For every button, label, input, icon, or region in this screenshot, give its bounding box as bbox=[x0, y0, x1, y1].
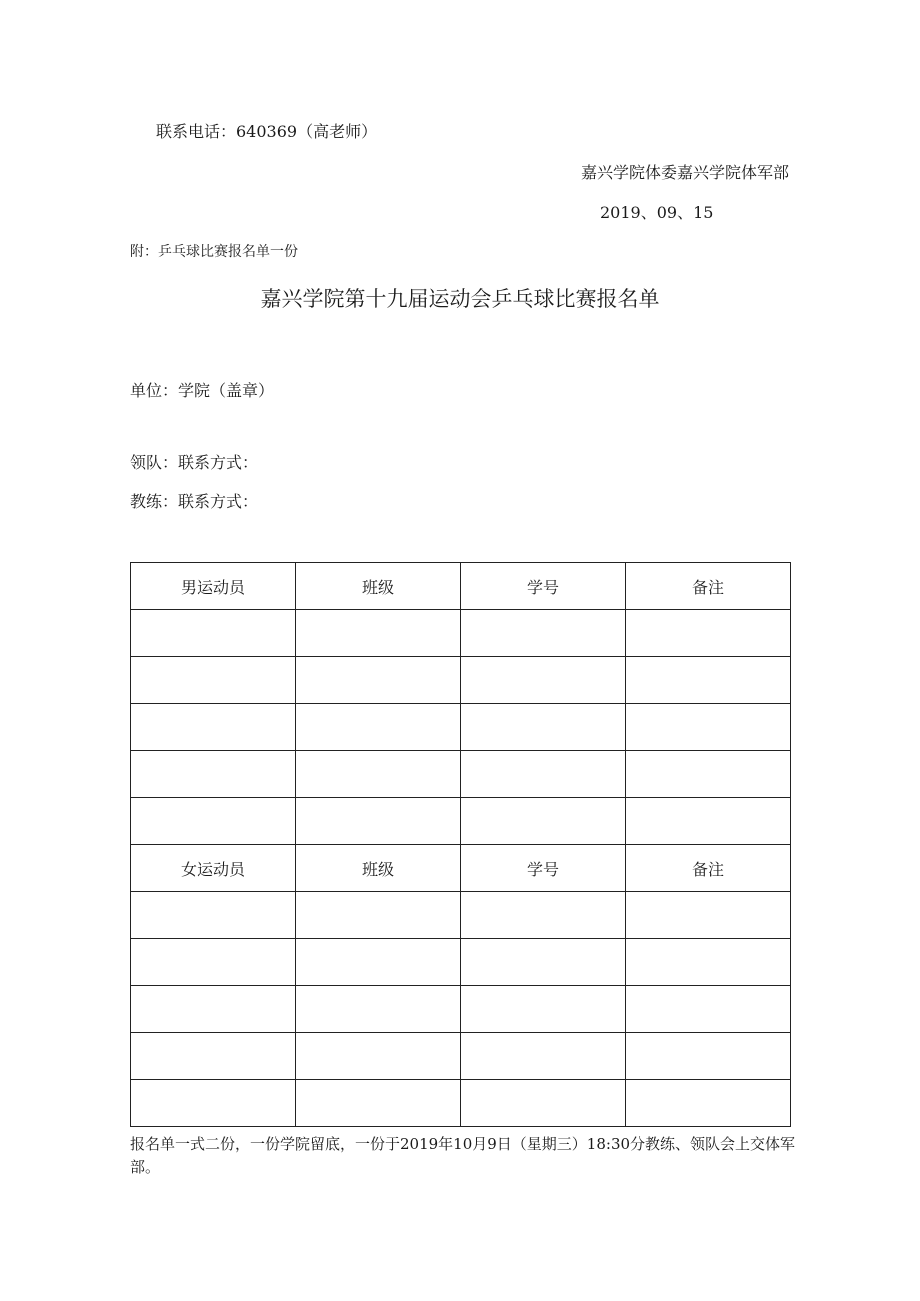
male-entry-row bbox=[131, 751, 791, 798]
male-entry-cell[interactable] bbox=[131, 704, 296, 751]
attachment-note: 附：乒乓球比赛报名单一份 bbox=[130, 244, 298, 260]
male-entry-row bbox=[131, 610, 791, 657]
female-entry-cell[interactable] bbox=[461, 1080, 626, 1127]
female-entry-cell[interactable] bbox=[296, 939, 461, 986]
male-entry-cell[interactable] bbox=[296, 798, 461, 845]
female-entry-cell[interactable] bbox=[461, 939, 626, 986]
female-entry-cell[interactable] bbox=[131, 1080, 296, 1127]
male-entry-cell[interactable] bbox=[296, 704, 461, 751]
coach-field: 教练：联系方式： bbox=[130, 492, 259, 511]
male-header-cell: 学号 bbox=[461, 563, 626, 610]
female-entry-cell[interactable] bbox=[296, 892, 461, 939]
male-entry-cell[interactable] bbox=[461, 657, 626, 704]
male-header-cell: 班级 bbox=[296, 563, 461, 610]
male-entry-cell[interactable] bbox=[461, 704, 626, 751]
female-entry-cell[interactable] bbox=[131, 939, 296, 986]
unit-field: 单位：学院（盖章） bbox=[130, 381, 275, 400]
male-entry-cell[interactable] bbox=[626, 751, 791, 798]
female-entry-row bbox=[131, 1080, 791, 1127]
male-header-cell: 备注 bbox=[626, 563, 791, 610]
male-entry-row bbox=[131, 704, 791, 751]
female-entry-cell[interactable] bbox=[296, 1080, 461, 1127]
male-entry-cell[interactable] bbox=[131, 610, 296, 657]
male-entry-cell[interactable] bbox=[626, 657, 791, 704]
organizers: 嘉兴学院体委嘉兴学院体军部 bbox=[580, 163, 789, 182]
issue-date: 2019、09、15 bbox=[600, 203, 714, 222]
form-title: 嘉兴学院第十九届运动会乒乓球比赛报名单 bbox=[260, 287, 660, 311]
male-entry-cell[interactable] bbox=[626, 610, 791, 657]
male-entry-cell[interactable] bbox=[626, 704, 791, 751]
female-entry-row bbox=[131, 892, 791, 939]
female-header-cell: 女运动员 bbox=[131, 845, 296, 892]
male-header-cell: 男运动员 bbox=[131, 563, 296, 610]
female-header-cell: 备注 bbox=[626, 845, 791, 892]
female-header-row bbox=[131, 845, 791, 892]
male-entry-cell[interactable] bbox=[461, 751, 626, 798]
male-entry-row bbox=[131, 798, 791, 845]
female-entry-cell[interactable] bbox=[131, 892, 296, 939]
female-entry-cell[interactable] bbox=[626, 1033, 791, 1080]
male-entry-cell[interactable] bbox=[626, 798, 791, 845]
male-entry-cell[interactable] bbox=[461, 610, 626, 657]
female-entry-cell[interactable] bbox=[626, 1080, 791, 1127]
male-entry-row bbox=[131, 657, 791, 704]
female-entry-cell[interactable] bbox=[296, 1033, 461, 1080]
female-entry-cell[interactable] bbox=[626, 986, 791, 1033]
female-entry-row bbox=[131, 939, 791, 986]
female-header-cell: 学号 bbox=[461, 845, 626, 892]
footnote: 报名单一式二份，一份学院留底，一份于2019年10月9日（星期三）18:30分教练、领队会上交体军部。 bbox=[130, 1135, 796, 1176]
female-entry-cell[interactable] bbox=[461, 1033, 626, 1080]
female-entry-cell[interactable] bbox=[461, 986, 626, 1033]
male-entry-cell[interactable] bbox=[296, 657, 461, 704]
male-entry-cell[interactable] bbox=[296, 610, 461, 657]
female-entry-cell[interactable] bbox=[626, 892, 791, 939]
male-entry-cell[interactable] bbox=[131, 798, 296, 845]
female-entry-row bbox=[131, 986, 791, 1033]
female-header-cell: 班级 bbox=[296, 845, 461, 892]
female-entry-cell[interactable] bbox=[131, 986, 296, 1033]
female-entry-cell[interactable] bbox=[296, 986, 461, 1033]
female-entry-cell[interactable] bbox=[626, 939, 791, 986]
female-entry-row bbox=[131, 1033, 791, 1080]
male-entry-cell[interactable] bbox=[131, 657, 296, 704]
contact-phone: 联系电话：640369（高老师） bbox=[156, 122, 378, 141]
male-entry-cell[interactable] bbox=[131, 751, 296, 798]
female-entry-cell[interactable] bbox=[461, 892, 626, 939]
male-entry-cell[interactable] bbox=[461, 798, 626, 845]
female-entry-cell[interactable] bbox=[131, 1033, 296, 1080]
male-header-row bbox=[131, 563, 791, 610]
male-entry-cell[interactable] bbox=[296, 751, 461, 798]
leader-field: 领队：联系方式： bbox=[130, 453, 259, 472]
registration-table bbox=[130, 562, 791, 1127]
